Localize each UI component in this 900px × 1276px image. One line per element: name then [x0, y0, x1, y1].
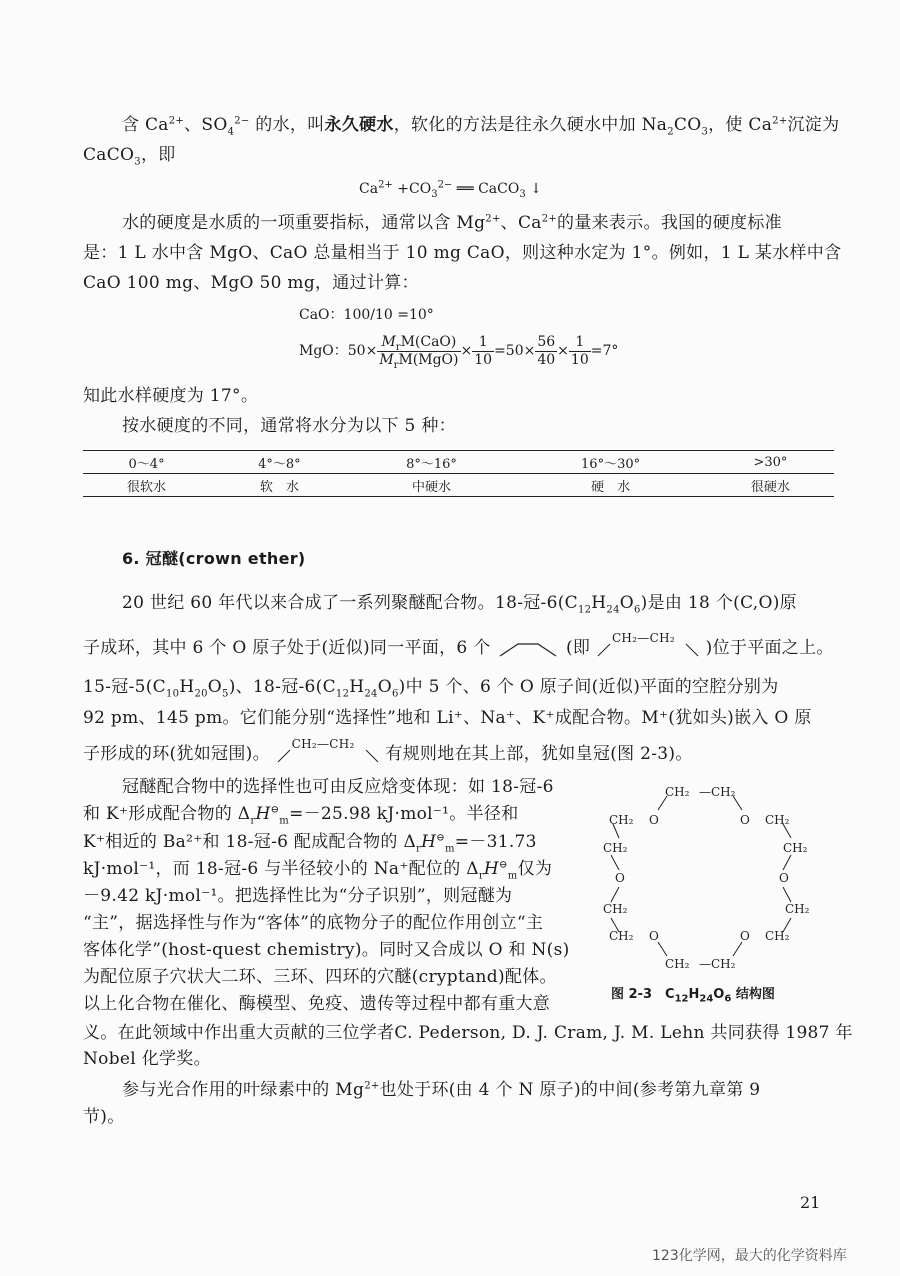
- para3-line2: 按水硬度的不同，通常将水分为以下 5 种：: [122, 416, 456, 436]
- para1-line1: 含 $Ca^{2+}$、$SO_4^{2-}$ 的水，叫永久硬水，软化的方法是往永久硬水中加 $Na_2CO_3$，使 $Ca^{2+}$沉淀为: [122, 115, 840, 138]
- para5-line2: 和 K⁺形成配合物的 $\Delta_rH^⊖_m=-25.98$ kJ·mol⁻¹。半径和: [83, 804, 519, 827]
- mol-o-mid-left: O: [615, 871, 625, 885]
- table-cell: 软 水: [210, 474, 349, 497]
- para4-line2: 子成环，其中 6 个 O 原子处于(近似)同一平面，6 个 (即 CH₂—CH₂ )位于平面之上。: [83, 630, 834, 658]
- para5-line5: －9.42 kJ·mol⁻¹。把选择性比为“分子识别”，则冠醚为: [83, 886, 513, 906]
- page-number: 21: [800, 1193, 821, 1212]
- para1-line2: CaCO$_3$，即: [83, 145, 176, 168]
- para4-line5: 子形成的环(犹如冠围)。 CH₂—CH₂ 有规则地在其上部，犹如皇冠(图 2-3)。: [83, 736, 693, 764]
- mol-o-lower-right: O: [740, 929, 750, 943]
- para5-line4: kJ·mol⁻¹，而 18-冠-6 与半径较小的 Na⁺配位的 $\Delta_rH^⊖_m$仅为: [83, 859, 553, 882]
- para5-line9: 以上化合物在催化、酶模型、免疫、遗传等过程中都有重大意: [83, 994, 551, 1014]
- para5-line6: “主”，据选择性与作为“客体”的底物分子的配位作用创立“主: [83, 913, 544, 933]
- mol-o-lower-left: O: [649, 929, 659, 943]
- figure-caption: 图 2-3 $C_{12}H_{24}O_6$ 结构图: [611, 987, 775, 1005]
- table-cell: 4°～8°: [210, 451, 349, 474]
- table-cell: 16°～30°: [514, 451, 707, 474]
- mol-ch2-mid-left-2: CH₂: [603, 902, 628, 916]
- mol-ch2-upper-left: CH₂: [609, 813, 634, 827]
- para6-line1: 参与光合作用的叶绿素中的 $Mg^{2+}$也处于环(由 4 个 N 原子)的中间(参考第九章第 9: [122, 1080, 761, 1100]
- mol-ch2-lower-left: CH₂: [609, 929, 634, 943]
- calc-mgo: MgO：50× $\frac{M_rM(CaO)}{M_rM(MgO)}$ × $\frac{1}{10}$ =50× $\frac{56}{40}$ × $\frac{1}{10}$ =7°: [299, 333, 619, 371]
- mol-ch2-top-left: CH₂: [665, 785, 690, 799]
- mol-ch2-mid-right-2: CH₂: [785, 902, 810, 916]
- table-cell: 很硬水: [707, 474, 834, 497]
- mol-o-upper-left: O: [649, 813, 659, 827]
- para2-line2: 是：1 L 水中含 MgO、CaO 总量相当于 10 mg CaO，则这种水定为 1°。例如，1 L 某水样中含: [83, 243, 842, 263]
- para5-line8: 为配位原子穴状大二环、三环、四环的穴醚(cryptand)配体。: [83, 967, 557, 987]
- calc-cao: CaO：100/10 =10°: [299, 307, 434, 323]
- mol-dash-top: —: [699, 785, 711, 799]
- para2-line1: 水的硬度是水质的一项重要指标，通常以含 $Mg^{2+}$、$Ca^{2+}$的量来表示。我国的硬度标准: [122, 213, 782, 233]
- table-cell: >30°: [707, 451, 834, 474]
- table-cell: 8°～16°: [349, 451, 515, 474]
- para2-line3: CaO 100 mg、MgO 50 mg，通过计算：: [83, 273, 419, 293]
- table-cell: 硬 水: [514, 474, 707, 497]
- watermark-text: 123化学网，最大的化学资料库: [652, 1248, 847, 1264]
- ethylene-fragment-icon: [496, 638, 560, 660]
- mol-ch2-upper-right: CH₂: [765, 813, 790, 827]
- table-cell: 中硬水: [349, 474, 515, 497]
- para5-line3: K⁺相近的 Ba²⁺和 18-冠-6 配成配合物的 $\Delta_rH^⊖_m=-31.73$: [83, 832, 537, 855]
- para4-line3: 15-冠$-5(C_{10}H_{20}O_5)$、18-冠$-6(C_{12}H_{24}O_6)$中 5 个、6 个 O 原子间(近似)平面的空腔分别为: [83, 677, 779, 700]
- para3-line1: 知此水样硬度为 17°。: [83, 386, 259, 406]
- table-cell: 0～4°: [83, 451, 210, 474]
- mol-ch2-top-right: CH₂: [711, 785, 736, 799]
- para5-line7: 客体化学”(host-quest chemistry)。同时又合成以 O 和 N(s): [83, 940, 570, 960]
- para5-line11: Nobel 化学奖。: [83, 1049, 211, 1069]
- mol-ch2-mid-right-1: CH₂: [783, 841, 808, 855]
- mol-o-upper-right: O: [740, 813, 750, 827]
- table-cell: 很软水: [83, 474, 210, 497]
- para6-line2: 节)。: [83, 1107, 125, 1127]
- mol-ch2-mid-left-1: CH₂: [603, 841, 628, 855]
- mol-ch2-lower-right: CH₂: [765, 929, 790, 943]
- section-title: 6. 冠醚(crown ether): [122, 549, 306, 568]
- term-permanent-hard-water: 永久硬水: [324, 115, 394, 135]
- table-row: [83, 451, 834, 474]
- para5-line10: 义。在此领域中作出重大贡献的三位学者C. Pederson, D. J. Cram, J. M. Lehn 共同获得 1987 年: [83, 1023, 853, 1043]
- para4-line1: 20 世纪 60 年代以来合成了一系列聚醚配合物。18-冠$-6(C_{12}H_{24}O_6)$是由 18 个(C,O)原: [122, 593, 797, 616]
- mol-dash-bottom: —: [699, 957, 711, 971]
- mol-ch2-bottom-left: CH₂: [665, 957, 690, 971]
- para5-line1: 冠醚配合物中的选择性也可由反应焓变体现：如 18-冠-6: [122, 777, 554, 797]
- mol-o-mid-right: O: [779, 871, 789, 885]
- mol-ch2-bottom-right: CH₂: [711, 957, 736, 971]
- hardness-table: [83, 450, 834, 497]
- para4-line4: 92 pm、145 pm。它们能分别“选择性”地和 Li⁺、Na⁺、K⁺成配合物。M⁺(犹如头)嵌入 O 原: [83, 708, 812, 728]
- table-row: [83, 474, 834, 497]
- crown-ether-structure-diagram: [595, 780, 825, 975]
- precipitation-equation: $Ca^{2+} +CO_3^{2-}$ ══ CaCO$_3$ ↓: [359, 179, 542, 200]
